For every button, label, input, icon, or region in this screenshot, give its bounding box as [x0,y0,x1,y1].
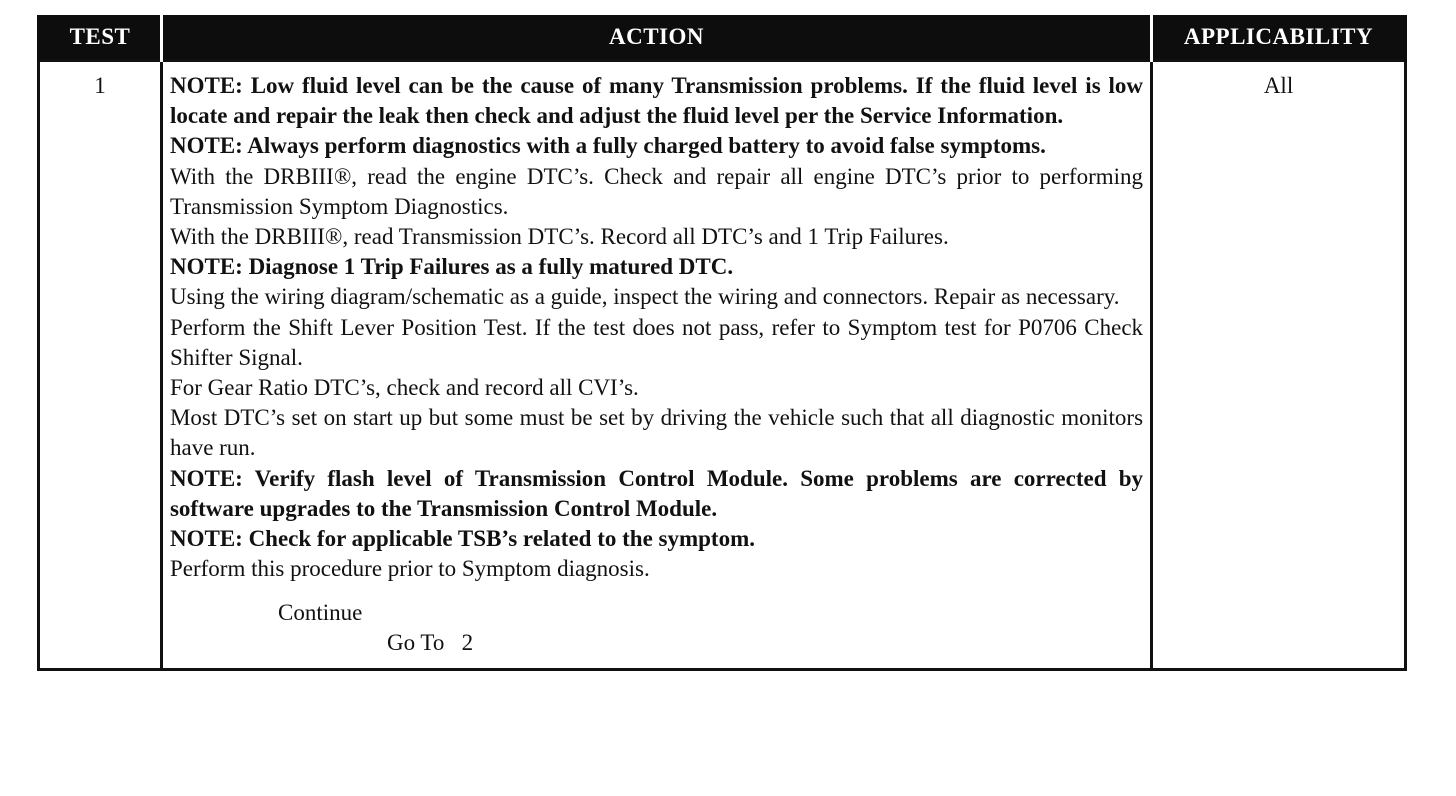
action-line-5: NOTE: Diagnose 1 Trip Failures as a fully matured DTC. [169,254,734,280]
continue-label: Continue [277,600,363,626]
goto-target: 2 [461,630,474,656]
header-row [39,15,1406,61]
header-applicability: APPLICABILITY [1152,15,1406,61]
action-line-4: With the DRBIII®, read Transmission DTC’s. Record all DTC’s and 1 Trip Failures. [169,224,949,250]
action-line-1: NOTE: Low fluid level can be the cause of many Transmission problems. If the fluid level is low locate and repair the leak then check and adjust the fluid level per the Service Information. [169,73,1144,129]
goto-label: Go To [386,630,445,656]
applicability-value: All [1152,61,1406,670]
action-line-6: Using the wiring diagram/schematic as a guide, inspect the wiring and connectors. Repair as necessary. [169,284,1120,310]
action-line-7: Perform the Shift Lever Position Test. If the test does not pass, refer to Symptom test for P0706 Check Shifter Signal. [169,314,1144,370]
action-line-8: For Gear Ratio DTC’s, check and record all CVI’s. [169,375,639,401]
header-action: ACTION [161,15,1151,61]
action-line-11: NOTE: Check for applicable TSB’s related to the symptom. [169,526,756,552]
header-test: TEST [39,15,162,61]
diagnostic-table [37,15,1407,671]
action-cell [161,61,1151,670]
test-row [39,61,1406,670]
action-line-12: Perform this procedure prior to Symptom diagnosis. [169,556,650,582]
goto-link[interactable] [170,628,1143,658]
test-number: 1 [39,61,162,670]
action-line-10: NOTE: Verify flash level of Transmission Control Module. Some problems are corrected by software upgrades to the Transmission Control Module. [169,465,1144,521]
action-lines [170,71,1143,584]
action-line-2: NOTE: Always perform diagnostics with a fully charged battery to avoid false symptoms. [169,133,1046,159]
action-line-9: Most DTC’s set on start up but some must be set by driving the vehicle such that all diagnostic monitors have run. [169,405,1144,461]
continue-block [170,598,1143,658]
action-line-3: With the DRBIII®, read the engine DTC’s. Check and repair all engine DTC’s prior to performing Transmission Symptom Diagnostics. [169,163,1144,219]
